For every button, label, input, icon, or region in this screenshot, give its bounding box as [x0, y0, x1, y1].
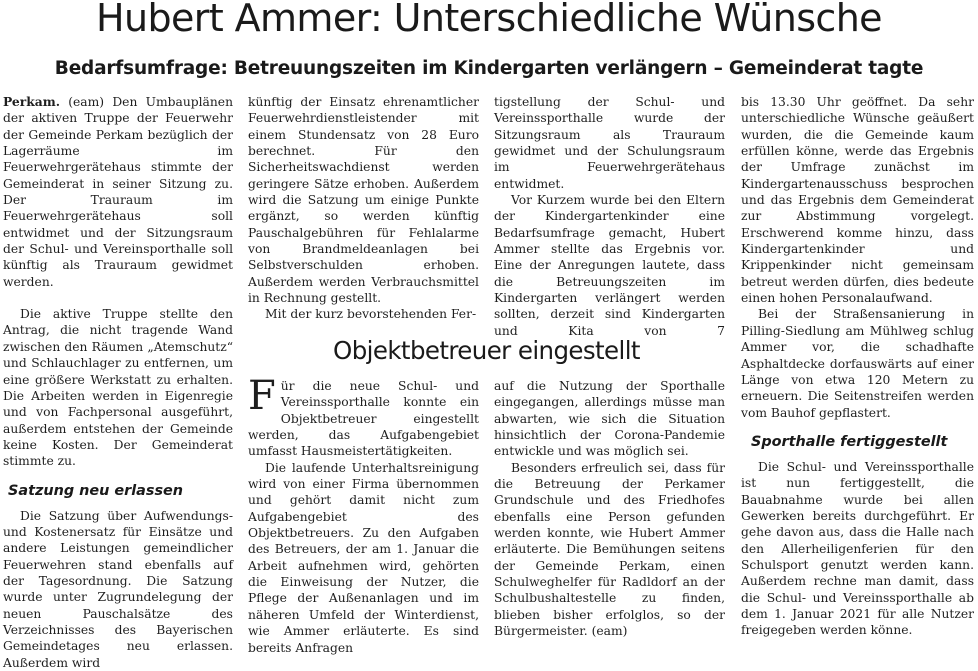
article-column-3	[494, 94, 725, 338]
box-column-left	[248, 373, 479, 655]
paragraph: Die Satzung über Aufwendungs- und Kostenersatz für Einsätze und andere Leistungen gemeindlicher Feuerwehren stand ebenfalls auf der Tagesordnung. Die Satzung wurde unter Zugrundelegung der neuen Pauschalsätze des Verzeichnisses des Bayerischen Gemeindetages neu erlassen. Außerdem wird	[3, 508, 233, 670]
dateline: Perkam.	[3, 94, 60, 109]
headline: Hubert Ammer: Unterschiedliche Wünsche	[96, 0, 882, 40]
paragraph: künftig der Einsatz ehrenamtlicher Feuerwehrdienstleistender mit einem Stundensatz von 28 Euro berechnet. Für den Sicherheitswachdienst werden geringere Sätze erhoben. Außerdem wird die Satzung um einige Punkte ergänzt, so werden künftig Pauschalgebühren für Fehlalarme von Brandmeldeanlagen bei Selbstverschulden erhoben. Außerdem werden Verbrauchsmittel in Rechnung gestellt.	[248, 95, 479, 306]
article-column-4	[741, 94, 974, 639]
paragraph: Vor Kurzem wurde bei den Eltern der Kindergartenkinder eine Bedarfsumfrage gemacht, Hubert Ammer stellte das Ergebnis vor. Eine der Anregungen lautete, dass die Betreuungszeiten im Kindergarten verlängert werden sollten, derzeit sind Kindergarten und Kita von 7	[494, 193, 725, 338]
subheadline: Bedarfsumfrage: Betreuungszeiten im Kindergarten verlängern – Gemeinderat tagte	[54, 58, 924, 79]
box-column-right	[494, 378, 725, 639]
section-heading-sporthalle: Sporthalle fertiggestellt	[751, 433, 948, 450]
paragraph	[3, 94, 233, 290]
section-heading-satzung: Satzung neu erlassen	[8, 482, 184, 499]
article-column-2	[248, 94, 479, 322]
paragraph-text: (eam) Den Umbauplänen der aktiven Truppe der Feuerwehr der Gemeinde Perkam bezüglich der Lagerräume im Feuerwehrgerätehaus stimmte der Gemeinderat in seiner Sitzung zu. Der Trauraum im Feuerwehrgerätehaus soll entwidmet und der Sitzungsraum der Schul- und Vereinsporthalle soll künftig als Trauraum gewidmet werden.	[3, 95, 233, 289]
paragraph: Besonders erfreulich sei, dass für die Betreuung der Perkamer Grundschule und des Friedhofes ebenfalls eine Person gefunden werden konnte, wie Hubert Ammer erläuterte. Die Bemühungen seitens der Gemeinde Perkam, einen Schulweghelfer für Radldorf an der Schulbushaltestelle zu finden, blieben bisher erfolglos, so der Bürgermeister. (eam)	[494, 460, 725, 639]
paragraph: Die Schul- und Vereinssporthalle ist nun fertiggestellt, die Bauabnahme wurde bei allen Gewerken bereits durchgeführt. Er gehe davon aus, dass die Halle nach den Allerheiligenferien für den Schulsport genutzt werden kann. Außerdem rechne man damit, dass die Schul- und Vereinssporthalle ab dem 1. Januar 2021 für alle Nutzer freigegeben werden könne.	[741, 459, 974, 638]
paragraph: Die laufende Unterhaltsreinigung wird von einer Firma übernommen und gehört damit nicht zum Aufgabengebiet des Objektbetreuers. Zu den Aufgaben des Betreuers, der am 1. Januar die Arbeit aufnehmen wird, gehörten die Einweisung der Nutzer, die Pflege der Außenanlagen und im näheren Umfeld der Winterdienst, wie Ammer erläuterte. Es sind bereits Anfragen	[248, 460, 479, 655]
paragraph-text: ür die neue Schul- und Vereinssporthalle konnte ein Objektbetreuer eingestellt werden, das Aufgabengebiet umfasst Hausmeistertätigkeiten.	[248, 379, 479, 459]
paragraph: bis 13.30 Uhr geöffnet. Da sehr unterschiedliche Wünsche geäußert wurden, die die Gemeinde kaum erfüllen könne, werde das Ergebnis der Umfrage zunächst im Kindergartenausschuss besprochen und das Ergebnis dem Gemeinderat zur Abstimmung vorgelegt. Erschwerend komme hinzu, dass Kindergartenkinder und Krippenkinder nicht gemeinsam betreut werden dürfen, dies bedeute einen hohen Personalaufwand.	[741, 95, 974, 306]
paragraph	[248, 373, 479, 460]
paragraph: auf die Nutzung der Sporthalle eingegangen, allerdings müsse man abwarten, wie sich die Situation hinsichtlich der Corona-Pandemie entwickle und was möglich sei.	[494, 379, 725, 459]
paragraph: tigstellung der Schul- und Vereinssporthalle wurde der Sitzungsraum als Trauraum gewidmet und der Schulungsraum im Feuerwehrgerätehaus entwidmet.	[494, 95, 725, 191]
paragraph: Die aktive Truppe stellte den Antrag, die nicht tragende Wand zwischen den Räumen „Atemschutz“ und Schlauchlager zu entfernen, um eine größere Werkstatt zu erhalten. Die Arbeiten werden in Eigenregie und von Fachpersonal ausgeführt, außerdem entstehen der Gemeinde keine Kosten. Der Gemeinderat stimmte zu.	[3, 307, 233, 469]
paragraph: Mit der kurz bevorstehenden Fer-	[265, 307, 477, 322]
article-column-1	[3, 94, 233, 670]
box-title: Objektbetreuer eingestellt	[333, 336, 640, 365]
paragraph: Bei der Straßensanierung in Pilling-Siedlung am Mühlweg schlug Ammer vor, die schadhafte Asphaltdecke dorfauswärts auf einer Länge von etwa 120 Metern zu erneuern. Die Seitenstreifen werden vom Bauhof gepflastert.	[741, 307, 974, 420]
drop-cap: F	[248, 373, 276, 419]
